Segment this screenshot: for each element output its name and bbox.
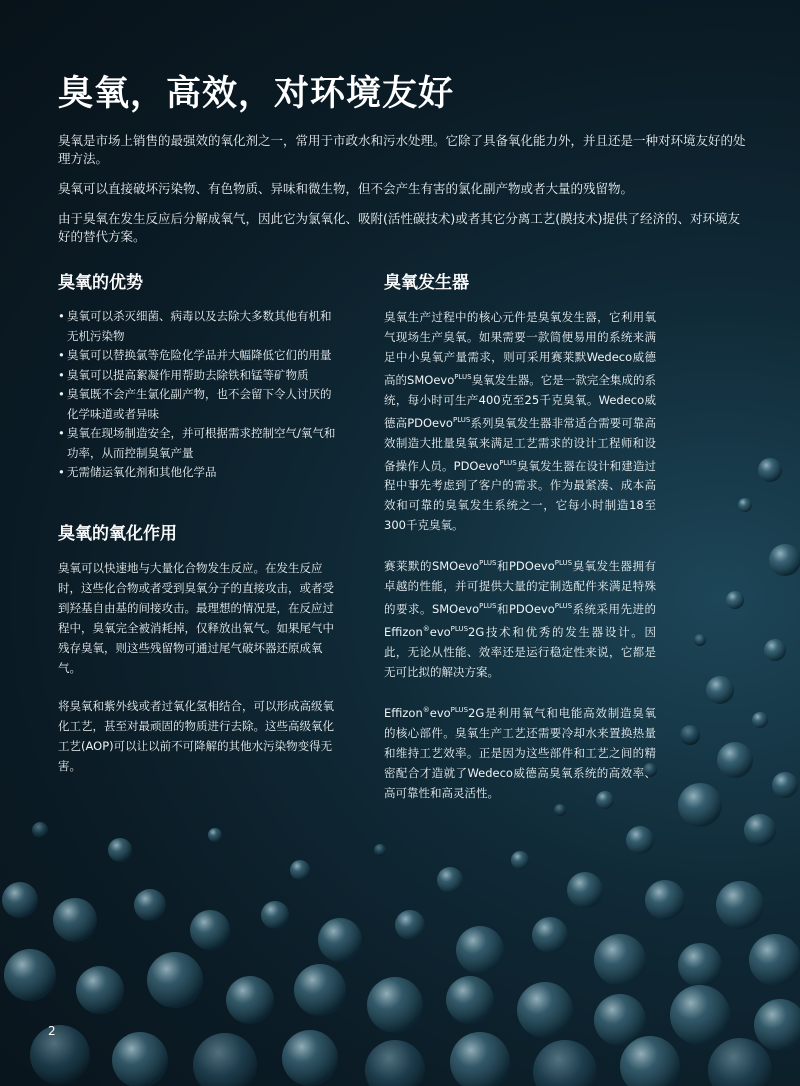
right-column — [384, 268, 656, 821]
list-item: • 臭氧既不会产生氯化副产物，也不会留下令人讨厌的化学味道或者异味 — [58, 385, 340, 424]
intro-paragraph: 臭氧是市场上销售的最强效的氧化剂之一，常用于市政水和污水处理。它除了具备氧化能力外，并且还是一种对环境友好的处理方法。 — [58, 133, 746, 166]
oxidation-paragraph: 臭氧可以快速地与大量化合物发生反应。在发生反应时，这些化合物或者受到臭氧分子的直接攻击，或者受到羟基自由基的间接攻击。最理想的情况是，在反应过程中，臭氧完全被消耗掉，仅释放出氧气。如果尾气中残存臭氧，则这些残留物可通过尾气破坏器还原成氧气。 — [58, 560, 334, 675]
oxidation-heading: 臭氧的氧化作用 — [58, 523, 177, 544]
intro-paragraph: 由于臭氧在发生反应后分解成氧气，因此它为氯氧化、吸附(活性碳技术)或者其它分离工艺(膜技术)提供了经济的、对环境友好的替代方案。 — [58, 211, 741, 244]
list-item: • 臭氧在现场制造安全，并可根据需求控制空气/氧气和功率，从而控制臭氧产量 — [58, 424, 340, 463]
list-item: • 无需储运氧化剂和其他化学品 — [58, 463, 340, 483]
generator-heading: 臭氧发生器 — [384, 273, 469, 293]
advantages-heading: 臭氧的优势 — [58, 273, 143, 293]
list-item: • 臭氧可以杀灭细菌、病毒以及去除大多数其他有机和无机污染物 — [58, 307, 340, 346]
generator-paragraph-2: 赛莱默的SMOevo$^{PLUS}$和PDOevo$^{PLUS}$臭氧发生器拥有卓越的性能，并可提供大量的定制选配件来满足特殊的要求。SMOevo$^{PLUS}$和PDOevo$^{PLUS}$系统采用先进的Effizon®evo$^{PLUS}$2G技术和优秀的发生器设计。因此，无论从性能、效率还是运行稳定性来说，它都是无可比拟的解决方案。 — [384, 559, 656, 679]
left-column — [58, 268, 340, 794]
oxidation-section — [58, 519, 340, 776]
page-title: 臭氧，高效，对环境友好 — [58, 74, 455, 114]
advantages-list — [58, 307, 340, 483]
intro-paragraph: 臭氧可以直接破坏污染物、有色物质、异味和微生物，但不会产生有害的氯化副产物或者大量的残留物。 — [58, 181, 634, 196]
intro-section — [58, 132, 748, 258]
generator-paragraph-1: 臭氧生产过程中的核心元件是臭氧发生器，它利用氧气现场生产臭氧。如果需要一款简便易用的系统来满足中小臭氧产量需求，则可采用赛莱默Wedeco威德高的SMOevo$^{PLUS}$臭氧发生器。它是一款完全集成的系统，每小时可生产400克至25千克臭氧。Wedeco威德高PDOevo$^{PLUS}$系列臭氧发生器非常适合需要可靠高效制造大批量臭氧来满足工艺需求的设计工程师和设备操作人员。PDOevo$^{PLUS}$臭氧发生器在设计和建造过程中事先考虑到了客户的需求。作为最紧凑、成本高效和可靠的臭氧发生系统之一，它每小时制造18至300千克臭氧。 — [384, 310, 656, 533]
oxidation-paragraph: 将臭氧和紫外线或者过氧化氢相结合，可以形成高级氧化工艺，甚至对最顽固的物质进行去除。这些高级氧化工艺(AOP)可以让以前不可降解的其他水污染物变得无害。 — [58, 698, 334, 773]
page-number: 2 — [48, 1024, 56, 1038]
generator-paragraph-3: Effizon®evo$^{PLUS}$2G是利用氧气和电能高效制造臭氧的核心部件。臭氧生产工艺还需要冷却水来置换热量和维持工艺效率。正是因为这些部件和工艺之间的精密配合才造就了Wedeco威德高臭氧系统的高效率、高可靠性和高灵活性。 — [384, 705, 656, 800]
list-item: • 臭氧可以提高絮凝作用帮助去除铁和锰等矿物质 — [58, 366, 340, 386]
list-item: • 臭氧可以替换氯等危险化学品并大幅降低它们的用量 — [58, 346, 340, 366]
